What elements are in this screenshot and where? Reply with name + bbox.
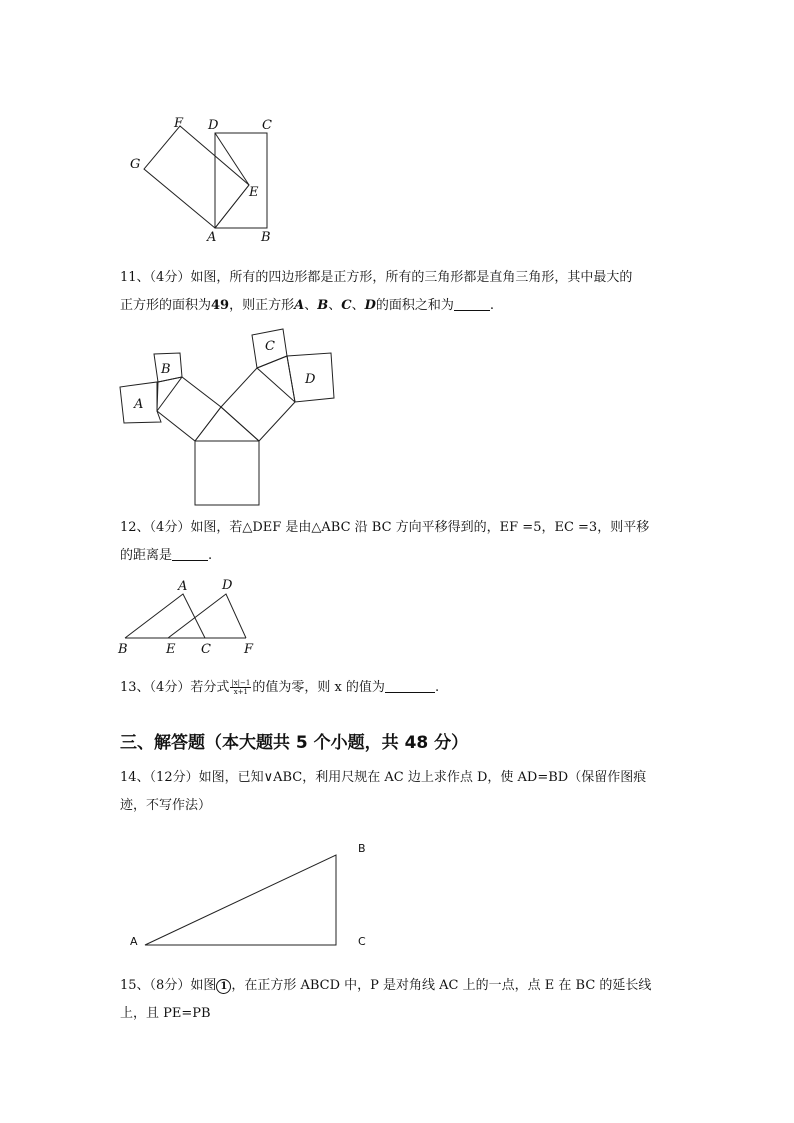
triangle-def bbox=[168, 594, 246, 638]
figure-pythagoras-tree bbox=[118, 325, 343, 510]
q11-square-D: D bbox=[364, 298, 376, 313]
label-E: E bbox=[249, 185, 259, 200]
q11-end: . bbox=[489, 298, 495, 313]
q12-end: . bbox=[208, 548, 213, 563]
q11-square-B: B bbox=[317, 298, 329, 313]
q13-end: . bbox=[434, 680, 440, 695]
q11-sep-3: 、 bbox=[351, 298, 365, 313]
q12-number: 12、（4分） bbox=[120, 520, 191, 535]
label-D: D bbox=[222, 578, 233, 593]
triangle-right-small bbox=[257, 356, 295, 402]
question-14 bbox=[120, 764, 682, 820]
label-F: F bbox=[244, 642, 254, 657]
q12-line-2 bbox=[120, 542, 682, 570]
q11-value-49: 49 bbox=[211, 298, 230, 313]
question-11 bbox=[120, 264, 682, 320]
q12-answer-blank[interactable] bbox=[172, 546, 208, 561]
q14-text-1: 如图，已知∨ABC，利用尺规在 AC 边上求作点 D，使 AD=BD（保留作图痕 bbox=[198, 770, 647, 785]
q13-text-b: 的值为零，则 x 的值为 bbox=[252, 680, 385, 695]
q13-answer-blank[interactable] bbox=[385, 678, 435, 693]
figure-12-svg bbox=[115, 576, 265, 658]
q11-sep-2: 、 bbox=[328, 298, 342, 313]
figure-11-svg bbox=[118, 325, 343, 510]
q11-sep-1: 、 bbox=[304, 298, 318, 313]
q11-line-2 bbox=[120, 292, 682, 320]
q15-text-b: ，在正方形 ABCD 中，P 是对角线 AC 上的一点，点 E 在 BC 的延长线 bbox=[231, 978, 652, 993]
q11-text-2c: 的面积之和为 bbox=[375, 298, 454, 313]
segment-ae bbox=[215, 185, 249, 228]
label-F: F bbox=[174, 116, 184, 131]
square-right-mid bbox=[221, 368, 295, 441]
q11-text-1: 如图，所有的四边形都是正方形，所有的三角形都是直角三角形，其中最大的 bbox=[190, 270, 633, 285]
label-C: C bbox=[201, 642, 211, 657]
label-C: C bbox=[265, 339, 275, 354]
q14-line-2: 迹，不写作法） bbox=[120, 798, 212, 813]
label-C: C bbox=[262, 118, 272, 133]
label-A: A bbox=[134, 397, 144, 412]
triangle-abc bbox=[145, 855, 336, 945]
q15-line-2: 上，且 PE=PB bbox=[120, 1006, 211, 1021]
square-largest bbox=[195, 441, 259, 505]
label-C: C bbox=[358, 935, 366, 948]
q15-circled-number: 1 bbox=[216, 979, 231, 994]
label-A: A bbox=[178, 579, 188, 594]
label-A: A bbox=[130, 935, 138, 948]
q15-number: 15、（8分） bbox=[120, 978, 191, 993]
q12-text-2: 的距离是 bbox=[120, 548, 173, 563]
label-E: E bbox=[166, 642, 176, 657]
q11-text-2b: ，则正方形 bbox=[229, 298, 295, 313]
q11-square-A: A bbox=[294, 298, 305, 313]
label-D: D bbox=[305, 372, 316, 387]
segment-de bbox=[215, 133, 249, 185]
q11-answer-blank[interactable] bbox=[454, 296, 490, 311]
q13-line-1 bbox=[120, 674, 682, 702]
square-afgh bbox=[144, 126, 249, 228]
q15-line-1 bbox=[120, 972, 682, 1000]
q12-text-1: 如图，若△DEF 是由△ABC 沿 BC 方向平移得到的，EF =5，EC =3，则平移 bbox=[190, 520, 650, 535]
q13-fraction-denominator: x+1 bbox=[233, 688, 248, 696]
section-3-heading: 三、解答题（本大题共 5 个小题，共 48 分） bbox=[120, 733, 469, 753]
q13-fraction bbox=[230, 679, 251, 696]
q15-text-a: 如图 bbox=[190, 978, 217, 993]
q14-line-1 bbox=[120, 764, 682, 792]
q13-number: 13、（4分） bbox=[120, 680, 191, 695]
question-12 bbox=[120, 514, 682, 570]
figure-translated-triangles bbox=[115, 576, 265, 658]
label-G: G bbox=[130, 157, 141, 172]
label-A: A bbox=[207, 230, 217, 245]
figure-10-svg bbox=[120, 110, 290, 250]
label-B: B bbox=[261, 230, 271, 245]
rect-abcd bbox=[215, 133, 267, 228]
square-left-mid bbox=[157, 377, 221, 441]
q11-number: 11、（4分） bbox=[120, 270, 191, 285]
q11-line-1 bbox=[120, 264, 682, 292]
question-15 bbox=[120, 972, 682, 1028]
label-B: B bbox=[358, 842, 366, 855]
q12-line-1 bbox=[120, 514, 682, 542]
q13-fraction-numerator: |x|−1 bbox=[231, 679, 251, 687]
figure-right-triangle-abc bbox=[125, 836, 375, 956]
figure-14-svg bbox=[125, 836, 375, 956]
label-B: B bbox=[161, 362, 171, 377]
q13-text-a: 若分式 bbox=[190, 680, 230, 695]
q14-number: 14、（12分） bbox=[120, 770, 199, 785]
label-D: D bbox=[208, 118, 219, 133]
triangle-abc bbox=[125, 594, 205, 638]
q11-square-C: C bbox=[341, 298, 352, 313]
figure-rectangle-square bbox=[120, 110, 290, 250]
q11-text-2a: 正方形的面积为 bbox=[120, 298, 212, 313]
question-13 bbox=[120, 674, 682, 702]
label-B: B bbox=[118, 642, 128, 657]
